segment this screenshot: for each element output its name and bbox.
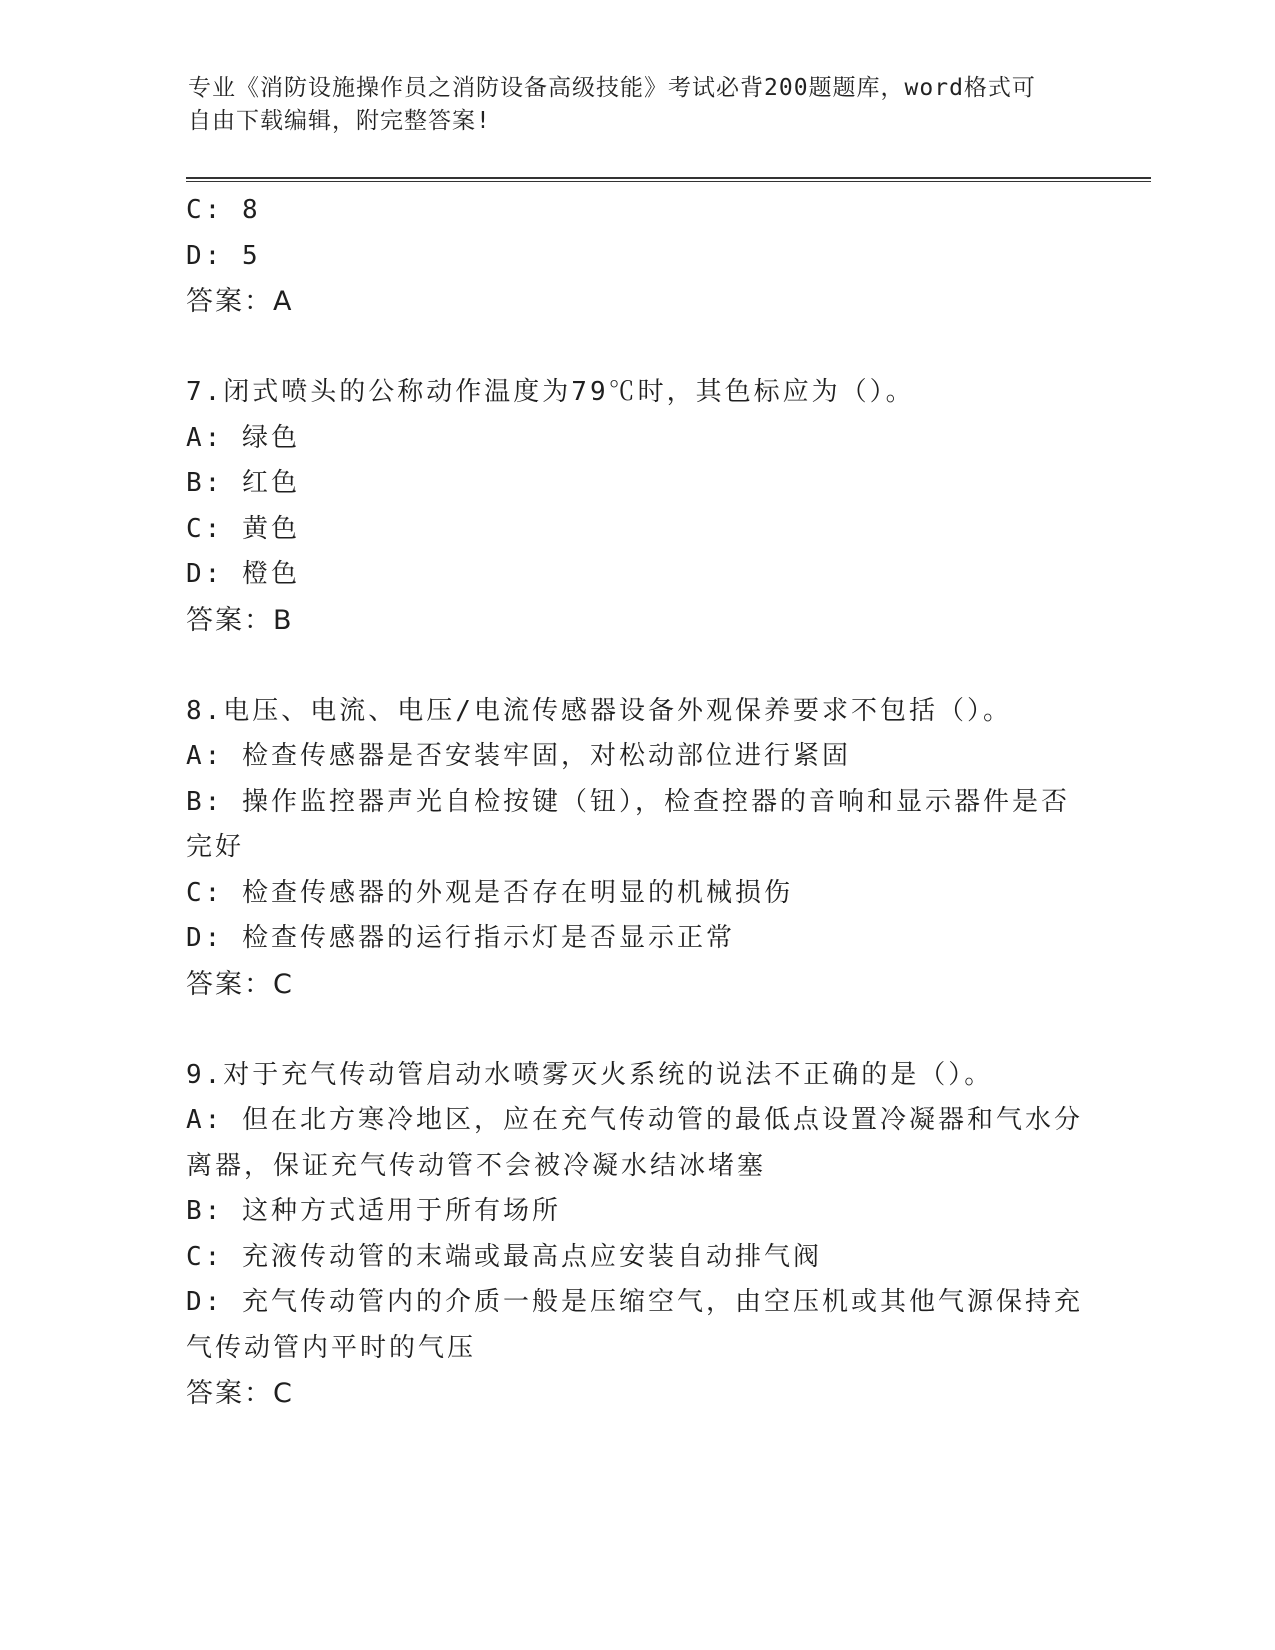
option-c: C: 黄色 xyxy=(186,513,300,544)
option-b-line-1: B: 操作监控器声光自检按键（钮），检查控器的音响和显示器件是否 xyxy=(186,786,1070,817)
question-list xyxy=(186,188,1086,1417)
option-d-line-1: D: 充气传动管内的介质一般是压缩空气，由空压机或其他气源保持充 xyxy=(186,1287,1083,1317)
option-a: A: 绿色 xyxy=(186,422,300,453)
option-c: C: 8 xyxy=(186,195,261,225)
question-9 xyxy=(186,1053,1086,1417)
header-line-1: 专业《消防设施操作员之消防设备高级技能》考试必背200题题库，word格式可 xyxy=(188,75,1036,101)
spacer xyxy=(186,325,1086,371)
question-stem: 8.电压、电流、电压/电流传感器设备外观保养要求不包括（）。 xyxy=(186,695,1012,726)
spacer xyxy=(186,643,1086,689)
option-a-line-2: 离器，保证充气传动管不会被冷凝水结冰堵塞 xyxy=(186,1150,767,1181)
spacer xyxy=(186,1007,1086,1053)
option-b: B: 红色 xyxy=(186,468,300,498)
option-a-line-1: A: 但在北方寒冷地区，应在充气传动管的最低点设置冷凝器和气水分 xyxy=(186,1105,1083,1135)
option-c: C: 充液传动管的末端或最高点应安装自动排气阀 xyxy=(186,1241,822,1272)
answer: 答案：C xyxy=(186,968,294,1000)
question-stem: 9.对于充气传动管启动水喷雾灭火系统的说法不正确的是（）。 xyxy=(186,1059,994,1090)
option-d: D: 检查传感器的运行指示灯是否显示正常 xyxy=(186,923,735,953)
option-b-line-2: 完好 xyxy=(186,832,245,862)
option-a: A: 检查传感器是否安装牢固，对松动部位进行紧固 xyxy=(186,741,851,771)
header-divider xyxy=(186,177,1151,182)
question-stem: 7.闭式喷头的公称动作温度为79℃时，其色标应为（）。 xyxy=(186,377,915,407)
answer: 答案：C xyxy=(186,1378,294,1409)
question-6-tail xyxy=(186,188,1086,325)
question-7 xyxy=(186,370,1086,643)
answer: 答案：B xyxy=(186,604,294,636)
option-d: D: 5 xyxy=(186,240,261,271)
header-line-2: 自由下载编辑，附完整答案! xyxy=(188,108,491,134)
question-8 xyxy=(186,689,1086,1008)
answer: 答案：A xyxy=(186,286,294,317)
document-header xyxy=(188,72,1068,138)
option-c: C: 检查传感器的外观是否存在明显的机械损伤 xyxy=(186,877,793,908)
option-d: D: 橙色 xyxy=(186,559,300,589)
option-d-line-2: 气传动管内平时的气压 xyxy=(186,1332,477,1363)
option-b: B: 这种方式适用于所有场所 xyxy=(186,1196,561,1226)
